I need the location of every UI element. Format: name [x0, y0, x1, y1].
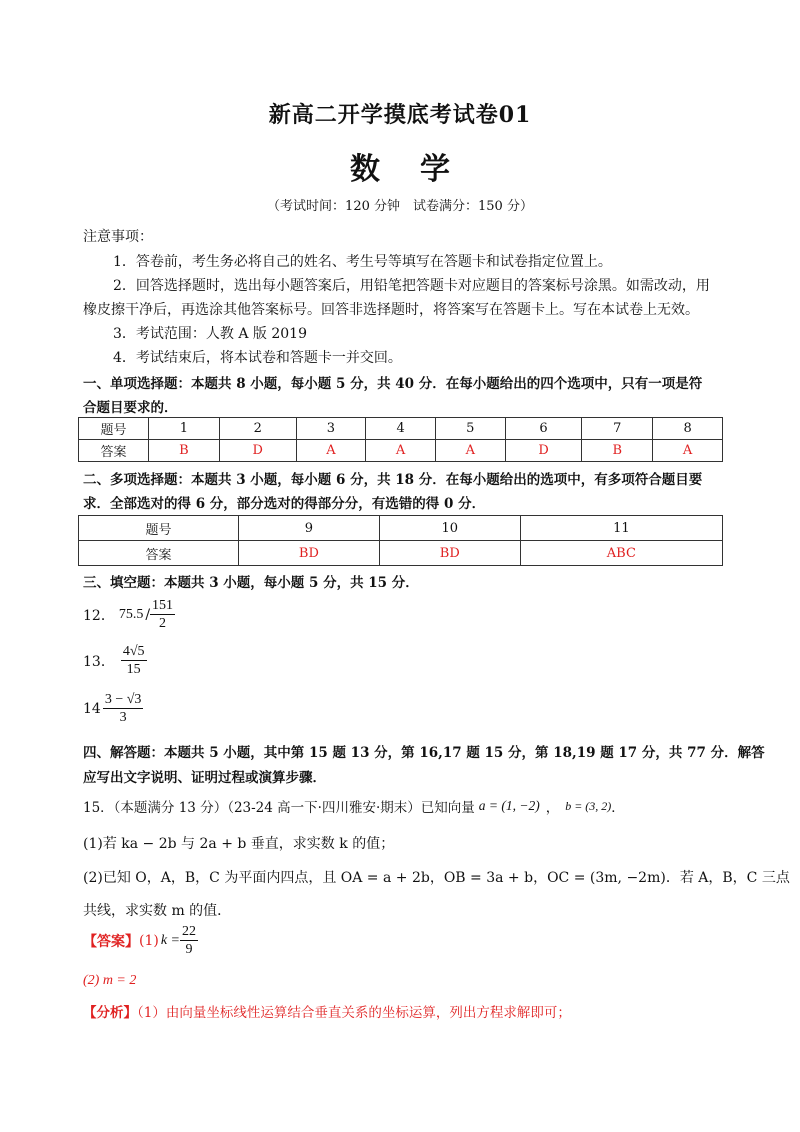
exam-title: 新高二开学摸底考试卷01: [268, 102, 532, 128]
q12-answer: [83, 598, 175, 632]
subject-heading: 数学: [350, 152, 490, 187]
q12-value: 75.5: [118, 606, 144, 622]
q13-label: 13．: [83, 653, 115, 670]
section1-heading-line-2: 合题目要求的．: [83, 400, 178, 416]
q15-part-1: (1)若 ka − 2b 与 2a + b 垂直，求实数 k 的值；: [83, 836, 395, 852]
q15-vector-b: b = (3, 2): [565, 798, 612, 813]
analysis-tag: 【分析】: [83, 1005, 137, 1021]
notice-heading: 注意事项：: [83, 229, 153, 245]
q12-denominator: 2: [159, 616, 167, 632]
answer-cell: A: [435, 440, 505, 462]
q14-denominator: 3: [119, 710, 127, 726]
question-number: 11: [520, 516, 722, 541]
q12-fraction: [150, 598, 175, 632]
answer-cell: D: [505, 440, 582, 462]
q12-separator: /: [145, 606, 151, 623]
analysis-text: （1）由向量坐标线性运算结合垂直关系的坐标运算，列出方程求解即可；: [137, 1005, 571, 1021]
q15-stem: 15．（本题满分 13 分）（23-24 高一下·四川雅安·期末）已知向量 a = (1, −2) ， b = (3, 2) ．: [83, 798, 625, 816]
answer-cell: D: [219, 440, 296, 462]
q15-answer-2: [83, 972, 136, 989]
q13-answer: [83, 644, 147, 678]
row-label-answer: 答案: [79, 541, 239, 566]
answer-1-prefix: (1): [139, 932, 159, 949]
notice-item-4: 4．考试结束后，将本试卷和答题卡一并交回。: [113, 350, 402, 366]
row-label-question: 题号: [79, 418, 149, 440]
q12-label: 12．: [83, 607, 115, 624]
answer-cell: ABC: [520, 541, 722, 566]
answer-cell: B: [149, 440, 220, 462]
section2-heading-line-2: 求．全部选对的得 6 分，部分选对的得部分分，有选错的得 0 分．: [83, 496, 486, 512]
question-number: 5: [435, 418, 505, 440]
q13-numerator: 4√5: [121, 644, 147, 661]
question-number: 4: [366, 418, 436, 440]
q15-part-2-line-2: 共线，求实数 m 的值．: [83, 903, 232, 919]
q12-numerator: 151: [150, 598, 175, 615]
answer-tag: 【答案】: [83, 933, 139, 950]
answer-cell: BD: [379, 541, 520, 566]
section4-heading-line-1: 四、解答题：本题共 5 小题，其中第 15 题 13 分，第 16,17 题 15 分，第 18,19 题 17 分，共 77 分．解答: [83, 745, 765, 761]
notice-item-3: 3．考试范围：人教 A 版 2019: [113, 326, 307, 342]
q15-intro: 15．（本题满分 13 分）（23-24 高一下·四川雅安·期末）已知向量: [83, 800, 475, 816]
single-choice-answer-table: [78, 417, 723, 462]
notice-item-1: 1．答卷前，考生务必将自己的姓名、考生号等填写在答题卡和试卷指定位置上。: [113, 254, 612, 270]
question-number: 7: [582, 418, 653, 440]
table-row: [79, 440, 723, 462]
question-number: 1: [149, 418, 220, 440]
answer-cell: A: [296, 440, 366, 462]
q14-numerator: 3 − √3: [103, 692, 144, 709]
section3-heading: 三、填空题：本题共 3 小题，每小题 5 分，共 15 分．: [83, 575, 419, 591]
answer-2-text: (2) m = 2: [83, 973, 137, 988]
table-row: [79, 541, 723, 566]
q14-fraction: [103, 692, 144, 726]
answer-cell: A: [653, 440, 723, 462]
q15-vector-a: a = (1, −2): [478, 798, 540, 813]
section4-heading-line-2: 应写出文字说明、证明过程或演算步骤．: [83, 770, 326, 786]
answer-cell: BD: [239, 541, 380, 566]
q13-denominator: 15: [126, 662, 141, 678]
question-number: 2: [219, 418, 296, 440]
q15-answer-1: [83, 924, 198, 958]
q14-answer: [83, 692, 143, 726]
section2-heading-line-1: 二、多项选择题：本题共 3 小题，每小题 6 分，共 18 分．在每小题给出的选项中，有多项符合题目要: [83, 472, 703, 488]
question-number: 8: [653, 418, 723, 440]
answer-1-lhs: k =: [160, 932, 181, 948]
row-label-answer: 答案: [79, 440, 149, 462]
answer-cell: A: [366, 440, 436, 462]
row-label-question: 题号: [79, 516, 239, 541]
answer-1-fraction: [180, 924, 198, 958]
notice-item-2-line-2: 橡皮擦干净后，再选涂其他答案标号。回答非选择题时，将答案写在答题卡上。写在本试卷上无效。: [83, 302, 699, 318]
q15-analysis: [83, 1001, 571, 1021]
section1-heading-line-1: 一、单项选择题：本题共 8 小题，每小题 5 分，共 40 分．在每小题给出的四个选项中，只有一项是符: [83, 376, 703, 392]
question-number: 10: [379, 516, 520, 541]
answer-1-denominator: 9: [185, 942, 193, 958]
table-row: [79, 418, 723, 440]
q13-fraction: [121, 644, 147, 678]
notice-item-2-line-1: 2．回答选择题时，选出每小题答案后，用铅笔把答题卡对应题目的答案标号涂黑。如需改动，用: [113, 278, 710, 294]
question-number: 6: [505, 418, 582, 440]
exam-info: （考试时间：120 分钟 试卷满分：150 分）: [267, 199, 533, 214]
answer-1-numerator: 22: [180, 924, 198, 941]
q14-label: 14: [83, 700, 101, 717]
multi-choice-answer-table: [78, 515, 723, 566]
table-row: [79, 516, 723, 541]
q15-part-2-line-1: (2)已知 O，A，B，C 为平面内四点，且 OA = a + 2b，OB = 3a + b，OC = (3m, −2m)．若 A，B，C 三点: [83, 870, 790, 886]
answer-cell: B: [582, 440, 653, 462]
question-number: 9: [239, 516, 380, 541]
question-number: 3: [296, 418, 366, 440]
